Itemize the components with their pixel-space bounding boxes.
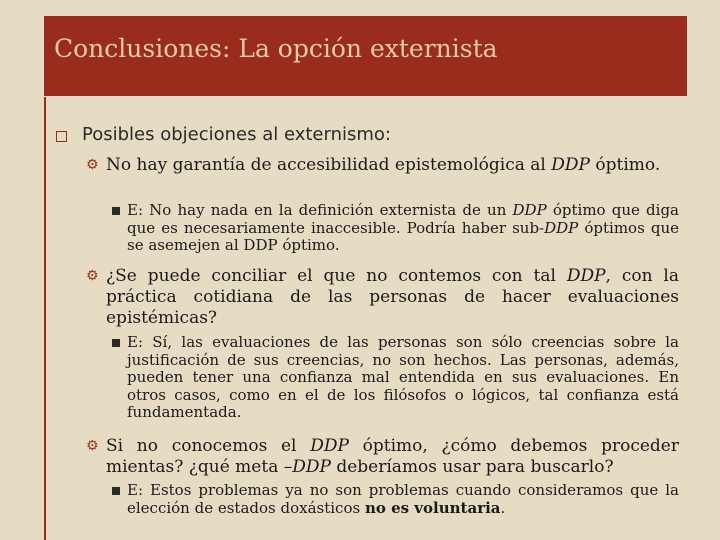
gear-bullet-icon: ⚙ (86, 438, 99, 454)
gear-bullet-icon: ⚙ (86, 157, 99, 173)
square-bullet-icon (112, 207, 120, 215)
objection-1-text-a: No hay garantía de accesibilidad epistemológica al (106, 155, 552, 175)
objection-2 (106, 266, 679, 329)
answer-1-text-a: E: No hay nada en la definición externista de un (127, 201, 513, 219)
answer-3-text-b: no es voluntaria (364, 498, 501, 517)
square-bullet-icon (112, 339, 120, 347)
objection-1 (106, 155, 679, 176)
answer-1 (127, 202, 679, 255)
gear-bullet-icon: ⚙ (86, 268, 99, 284)
objection-3 (106, 436, 679, 478)
answer-3-text-c: . (500, 498, 506, 517)
left-rule (44, 97, 46, 540)
answer-1-text-d: DDP (544, 218, 579, 237)
objection-3-text-b: DDP (310, 436, 349, 456)
objection-2-text-b: DDP (566, 266, 606, 286)
square-bullet-icon (112, 487, 120, 495)
answer-1-text-c: óptimo que diga que es necesariamente inaccesible. Podría haber sub- (127, 201, 679, 237)
answer-3 (127, 482, 679, 517)
slide-title: Conclusiones: La opción externista (54, 34, 498, 63)
objection-2-text-c: , con la práctica cotidiana de las personas de hacer evaluaciones epistémicas? (106, 266, 679, 328)
answer-3-text-a: E: Estos problemas ya no son problemas cuando consideramos que la elección de estados doxásticos (127, 481, 679, 517)
answer-1-text-e: óptimos que se asemejen al DDP óptimo. (127, 218, 679, 254)
answer-1-text-b: DDP (512, 201, 547, 219)
objection-3-text-a: Si no conocemos el (106, 436, 311, 456)
main-point: Posibles objeciones al externismo: (82, 124, 391, 145)
objection-1-text-c: óptimo. (589, 155, 661, 175)
objection-3-text-d: DDP (292, 457, 331, 477)
objection-3-text-c: óptimo, ¿cómo debemos proceder mientas? ¿qué meta – (106, 436, 679, 477)
title-bar (44, 16, 687, 96)
objection-1-text-b: DDP (551, 155, 590, 175)
objection-3-text-e: deberíamos usar para buscarlo? (330, 457, 614, 477)
answer-2: E: Sí, las evaluaciones de las personas son sólo creencias sobre la justificación de sus creencias, no son hechos. Las personas, además, pueden tener una confianza mal entendida en sus evaluaciones. En otros casos, como en el de los filósofos o lógicos, tal confianza está fundamentada. (127, 333, 679, 421)
hollow-square-bullet-icon (56, 131, 67, 142)
objection-2-text-a: ¿Se puede conciliar el que no contemos con tal (106, 266, 567, 286)
